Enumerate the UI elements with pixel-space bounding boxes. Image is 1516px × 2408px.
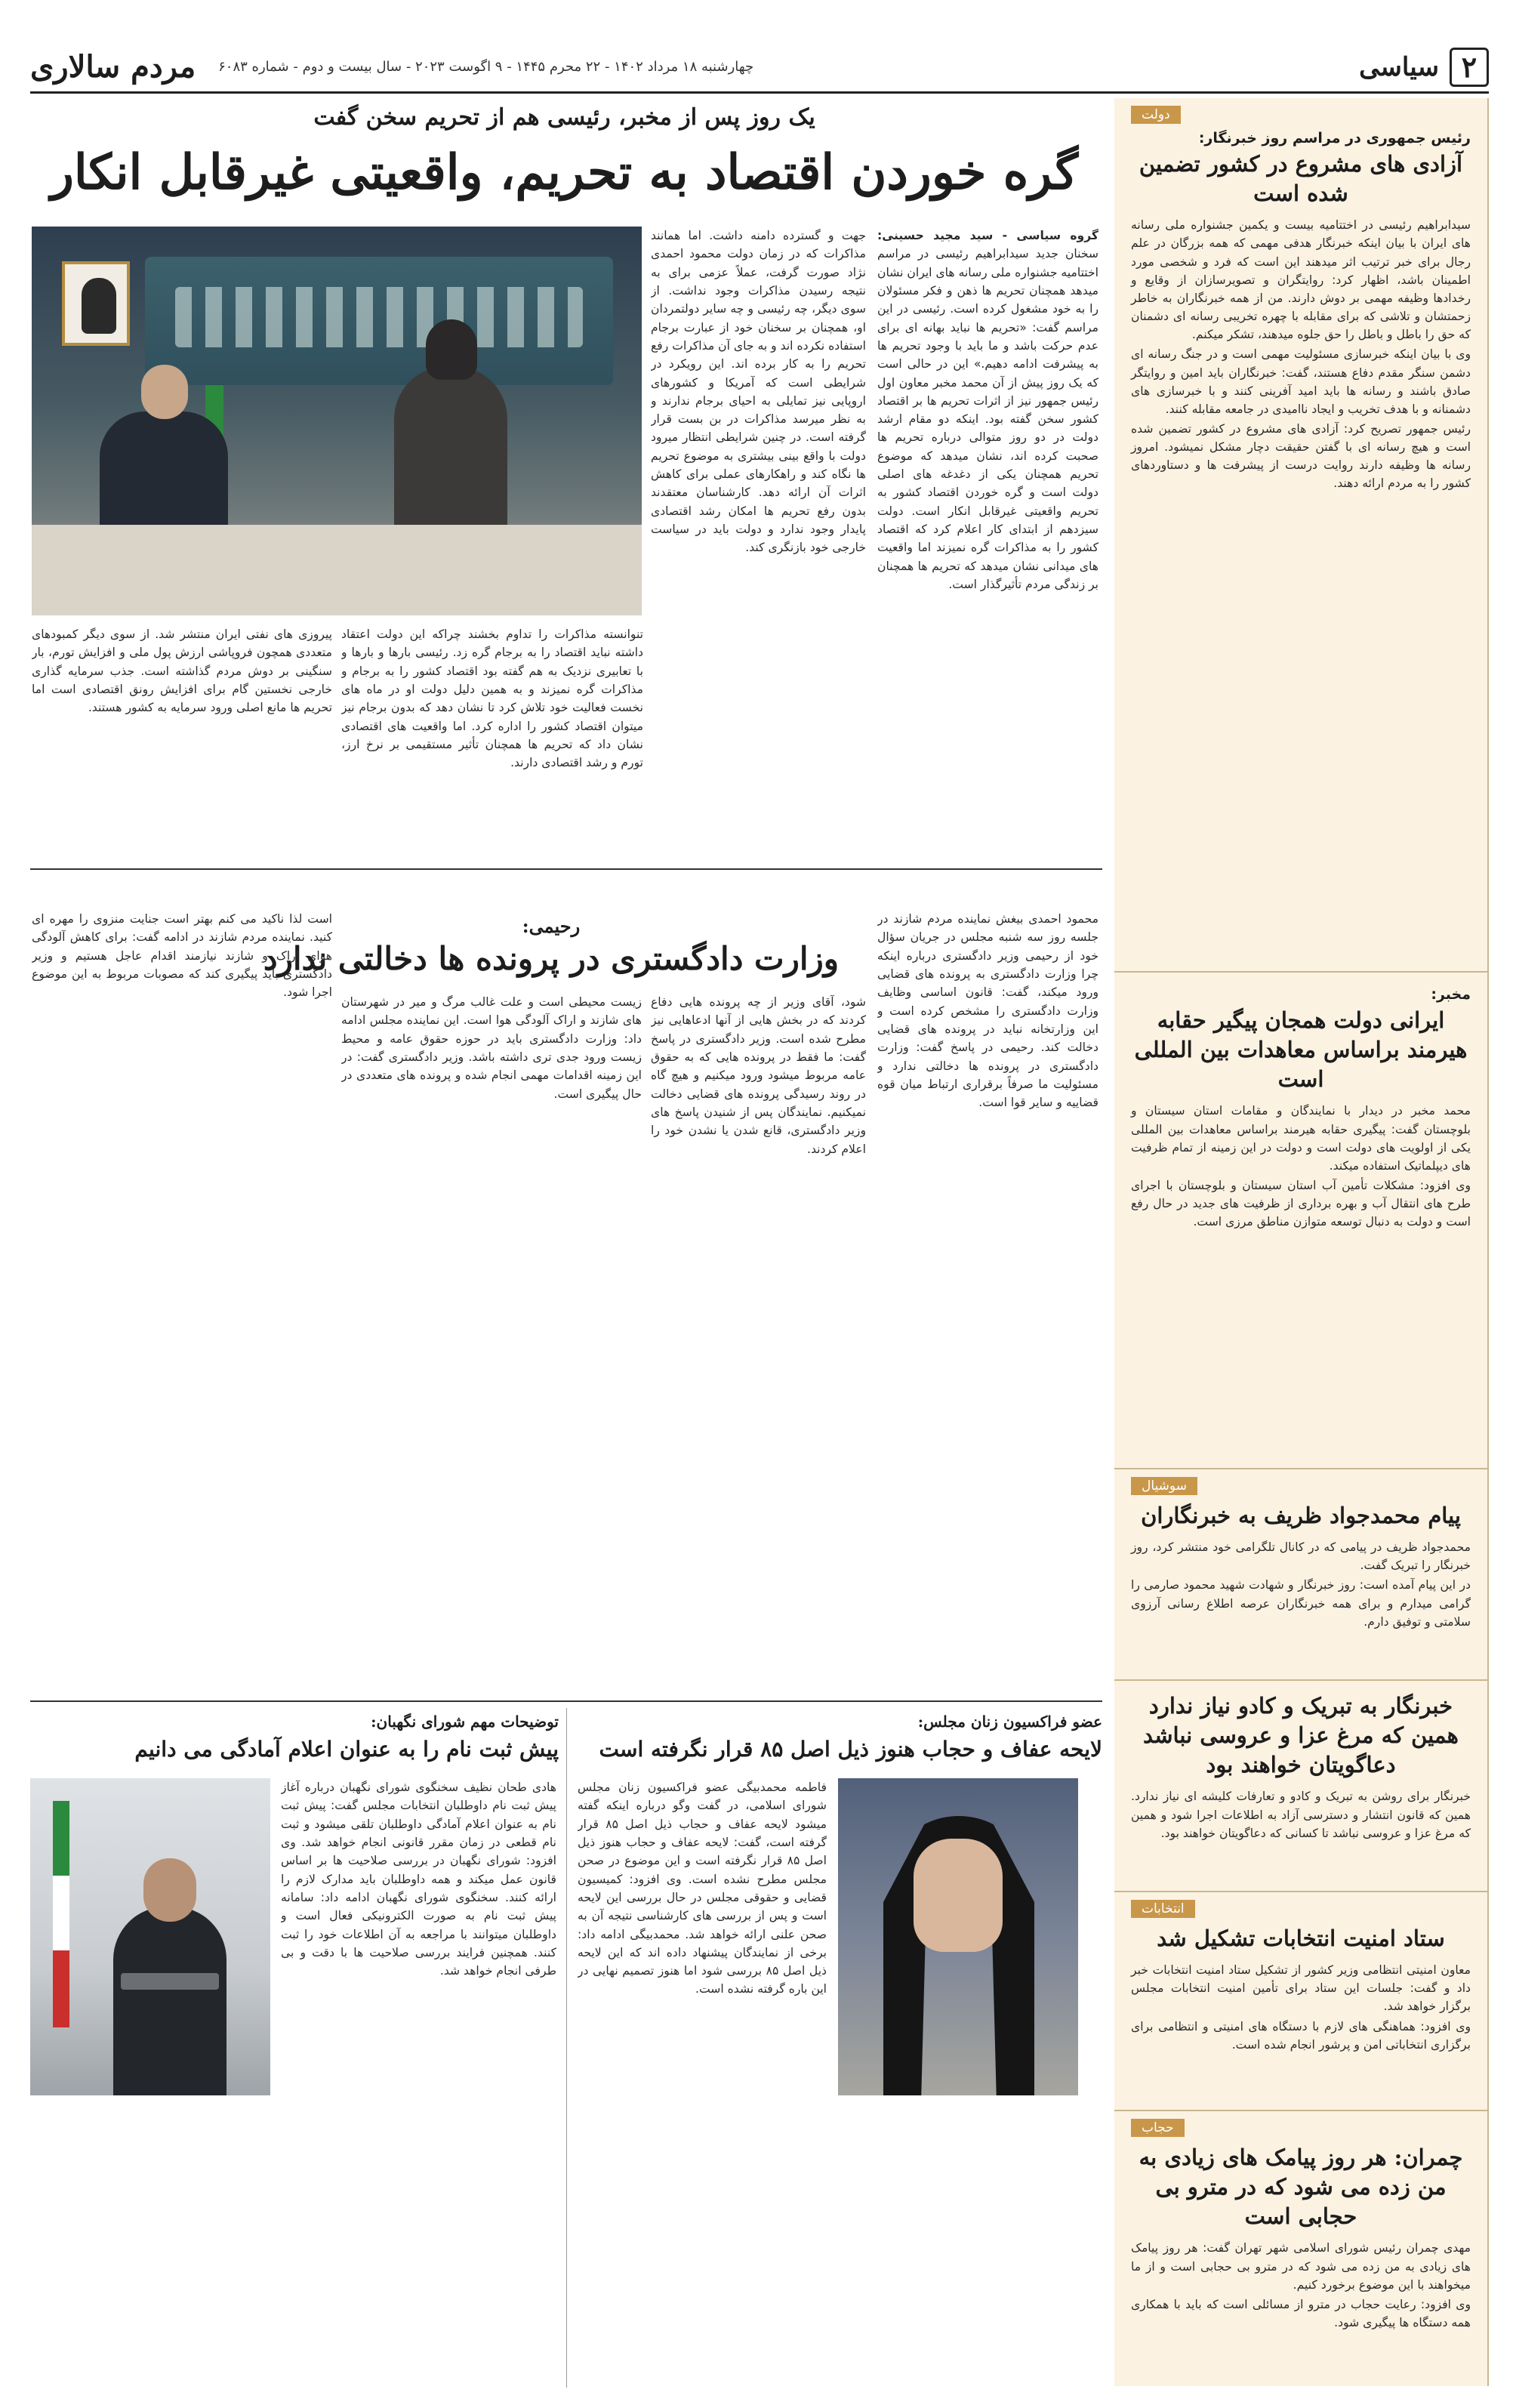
lead-article-header: [30, 104, 1098, 202]
paragraph: وی افزود: رعایت حجاب در مترو از مسائلی است که باید با همکاری همه دستگاه ها پیگیری شود.: [1131, 2297, 1471, 2330]
sidebar-article-body: [1131, 216, 1471, 492]
sidebar-article-body: [1131, 1538, 1471, 1631]
column-text: است لذا ناکید می کنم بهتر است جنایت منزوی را مهره ای کنید. نماینده مردم شازند در ادامه گفت: برای کاهش آلودگی هوای اراک و شازند نیازمند اقدام عاجل هستیم و وزیر دادگستری باید پیگیری کند که مصوبات مربوط به این موضوع اجرا شود.: [32, 912, 332, 1000]
section-label: [1359, 48, 1489, 87]
sidebar-headline: چمران: هر روز پیامک های زیادی به من زده می شود که در مترو بی حجابی است: [1139, 2144, 1463, 2230]
divider: [30, 1700, 1102, 1702]
paragraph: محمدجواد ظریف در پیامی که در کانال تلگرامی خود منتشر کرد، روز خبرنگار را تبریک گفت.: [1131, 1540, 1471, 1573]
lead-headline: گره خوردن اقتصاد به تحریم، واقعیتی غیرقابل انکار: [50, 144, 1079, 201]
sidebar-article-body: [1131, 1787, 1471, 1842]
sidebar-block-social: [1114, 1469, 1487, 1681]
dateline: چهارشنبه ۱۸ مرداد ۱۴۰۲ - ۲۲ محرم ۱۴۴۵ - ۹ اگوست ۲۰۲۳ - سال بیست و دوم - شماره ۶۰۸۳: [218, 59, 754, 75]
iran-flag: [53, 1801, 69, 2027]
column-text: سخنان جدید سیدابراهیم رئیسی در مراسم اختتامیه جشنواره ملی رسانه های ایران نشان میدهد همچنان تحریم ها ذهن و فکر مسئولان را به خود مشغول کرده است. رئیسی در این مراسم گفت: «تحریم ها نباید بهانه ای برای عدم حرکت باشد و ما باید با وجود تحریم ها به پیشرفت ادامه دهیم.» این در حالی است که یک روز پیش از آن محمد مخبر معاون اول رئیس جمهور نیز از اثرات تحریم ها بر اقتصاد کشور سخن گفته بود. اینکه دو مقام ارشد دولت در دو روز متوالی درباره تحریم ها صحبت کرده اند، نشان میدهد که موضوع تحریم همچنان یکی از دغدغه های اصلی دولت است و گره خوردن اقتصاد کشور به تحریم واقعیتی غیرقابل انکار است. دولت سیزدهم از ابتدای کار اعلام کرد که اقتصاد کشور را به مذاکرات گره نمیزند اما واقعیت های میدانی نشان میدهد که تحریم ها همچنان بر زندگی مردم تأثیرگذار است.: [877, 247, 1098, 591]
paragraph: مهدی چمران رئیس شورای اسلامی شهر تهران گفت: هر روز پیامک های زیادی به من زده می شود که در مترو بی حجابی است و از ما میخواهند با این موضوع برخورد کنیم.: [1131, 2241, 1471, 2292]
sidebar-block-government: [1114, 98, 1487, 973]
spokesman-photo: [30, 1778, 270, 2095]
paragraph: سیدابراهیم رئیسی در اختتامیه بیست و یکمین جشنواره ملی رسانه های ایران با بیان اینکه خبرنگار هدفی مهمی که همه بزرگان در علم رجال برای خبر ترتیب اثر میدهند این است که فرد و شخصی مورد اطمینان باشد، اظهار کرد: روایتگران و تصویرسازان از وقایع و رخدادها وظیفه مهمی بر دوش دارند. من از همه خبرنگاران به خاطر زحمتشان و تلاشی که برای مقابله با چهره تخریبی رسانه ای دشمنان که حق را باطل و باطل را حق جلوه میدهند، تشکر میکنم.: [1131, 218, 1471, 342]
lead-column-2: [651, 227, 866, 861]
section4-headline: پیش ثبت نام را به عنوان اعلام آمادگی می دانیم: [134, 1737, 559, 1762]
sidebar-tag: حجاب: [1131, 2119, 1185, 2137]
sidebar-headline: خبرنگار به تبریک و کادو نیاز ندارد همین که مرغ عزا و عروسی نباشد دعاگویتان خواهند بود: [1143, 1693, 1459, 1778]
section2-headline: وزارت دادگستری در پرونده ها دخالتی ندارد: [263, 940, 840, 977]
section2-column-4: [32, 910, 332, 1665]
paragraph: وی افزود: هماهنگی های لازم با دستگاه های امنیتی و انتظامی برای برگزاری انتخاباتی امن و پرشور انجام شده است.: [1131, 2019, 1471, 2052]
sidebar-block-journalists: [1114, 1681, 1487, 1892]
section3-headline: لایحه عفاف و حجاب هنوز ذیل اصل ۸۵ قرار نگرفته است: [599, 1737, 1102, 1762]
section3-kicker: عضو فراکسیون زنان مجلس:: [917, 1713, 1102, 1731]
column-text: پیروزی های نفتی ایران منتشر شد. از سوی دیگر کمبودهای متعددی همچون فروپاشی ارزش پول ملی و افزایش تورم، بار سنگینی بر دوش مردم گذاشته است. جذب سرمایه گذاری خارجی نخستین گام برای افزایش رونق اقتصادی است اما تحریم ها مانع اصلی ورود سرمایه به کشور هستند.: [32, 627, 332, 715]
paragraph: خبرنگار برای روشن به تبریک و کادو و تعارفات کلیشه ای نیاز ندارد. همین که قانون انتشار و دسترسی آزاد به اطلاعات اجرا شود و همین که مرغ عزا و عروسی نباشد تا کسانی که دعاگویتان خواهند بود.: [1131, 1790, 1471, 1840]
column-text: زیست محیطی است و علت غالب مرگ و میر در شهرستان های شازند و اراک آلودگی هوا است. این نماینده مجلس ادامه داد: وزارت دادگستری باید در حوزه حقوق عامه و محیط زیست ورود جدی تری داشته باشد. وزیر دادگستری گفت: در این زمینه اقدامات مهمی انجام شده و پرونده های متعددی در حال پیگیری است.: [341, 995, 642, 1101]
right-sidebar: [1114, 98, 1489, 2386]
section2-kicker: رحیمی:: [522, 915, 581, 937]
sidebar-tag: سوشیال: [1131, 1477, 1197, 1495]
sidebar-block-elections: [1114, 1892, 1487, 2111]
divider: [566, 1708, 567, 2388]
sidebar-kicker: رئیس جمهوری در مراسم روز خبرنگار:: [1198, 130, 1471, 146]
page-number: ۲: [1450, 48, 1489, 87]
paragraph: رئیس جمهور تصریح کرد: آزادی های مشروع در کشور تضمین شده است و هیچ رسانه ای با گفتن حقیقت دچار مشکل نمیشود. امروز رسانه ها وظیفه دارند روایت درست از پیشرفت ها و دستاوردهای کشور را به مردم ارائه دهند.: [1131, 422, 1471, 491]
section2-column-2: [651, 993, 866, 1665]
lead-column-3: [341, 625, 643, 861]
lead-column-4: [32, 625, 332, 861]
lead-kicker: یک روز پس از مخبر، رئیسی هم از تحریم سخن گفت: [313, 104, 815, 131]
paragraph: در این پیام آمده است: روز خبرنگار و شهادت شهید محمود صارمی را گرامی میدارم و برای همه خبرنگاران عرصه اطلاع رسانی آرزوی سلامتی و توفیق دارم.: [1131, 1578, 1471, 1629]
section4-kicker: توضیحات مهم شورای نگهبان:: [371, 1713, 559, 1731]
divider: [30, 868, 1102, 870]
sidebar-kicker: مخبر:: [1431, 986, 1471, 1003]
leader-portrait: [62, 261, 130, 346]
byline: گروه سیاسی - سید مجید حسینی:: [877, 229, 1098, 242]
sidebar-headline: ایرانی دولت همجان پیگیر حقابه هیرمند براساس معاهدات بین المللی است: [1134, 1007, 1468, 1093]
section2-column-1: [877, 910, 1098, 1665]
sidebar-headline: آزادی های مشروع در کشور تضمین شده است: [1139, 151, 1463, 207]
sidebar-block-hijab: [1114, 2111, 1487, 2383]
paragraph: وی افزود: مشکلات تأمین آب استان سیستان و بلوچستان با اجرای طرح های انتقال آب و بهره برداری از ظرفیت های جدید در حال رفع است و دولت به دنبال توسعه متوازن مناطق مرزی است.: [1131, 1179, 1471, 1229]
section2-column-3: [341, 993, 642, 1665]
section4-body: [281, 1778, 556, 2375]
sidebar-article-body: [1131, 1961, 1471, 2054]
portrait-photo: [838, 1778, 1078, 2095]
paragraph: معاون امنیتی انتظامی وزیر کشور از تشکیل ستاد امنیت انتخابات خبر داد و گفت: جلسات این ستاد برای تأمین امنیت انتخابات مجلس برگزار خواهد شد.: [1131, 1963, 1471, 2014]
column-text: شود، آقای وزیر از چه پرونده هایی دفاع کردند که در بخش هایی از آنها ادعاهایی نیز مطرح شده است. وزیر دادگستری در پاسخ گفت: ما فقط در پرونده هایی که به حقوق عامه مربوط میشود ورود میکنیم و هیچ گاه در روند رسیدگی پرونده های قضایی دخالت نمیکنیم. نمایندگان پس از شنیدن پاسخ های وزیر دادگستری، قانع شدن یا نشدن خود را اعلام کردند.: [651, 995, 866, 1156]
column-text: تنوانسته مذاکرات را تداوم بخشند چراکه این دولت اعتقاد داشته نباید اقتصاد را به برجام گره زد. رئیسی بارها و بارها و با تعابیری نزدیک به هم گفته بود اقتصاد کشور را به برجام و مذاکرات گره نمیزند و به همین دلیل دولت او در ماه های نخست فعالیت خود تلاش کرد تا نشان دهد که بدون برجام نیز میتوان اقتصاد کشور را اداره کرد. اما واقعیت های اقتصادی نشان داد که تحریم ها همچنان تأثیر مستقیمی بر نرخ ارز، تورم و رشد اقتصادی دارند.: [341, 627, 643, 770]
sidebar-tag: انتخابات: [1131, 1900, 1195, 1918]
section3-body: [578, 1778, 827, 2375]
lead-column-1: [877, 227, 1098, 861]
lead-photo: [32, 227, 642, 615]
column-text: محمود احمدی بیغش نماینده مردم شازند در جلسه روز سه شنبه مجلس در جریان سؤال خود از رحیمی وزیر دادگستری درباره اینکه چرا وزارت دادگستری به پرونده های قضایی ورود میکند، گفت: قانون اساسی وظایف وزارت دادگستری را مشخص کرده است و این وزارتخانه نباید در پرونده های قضایی دخالت کند. رحیمی در پاسخ گفت: وزارت دادگستری در پرونده ها دخالتی ندارد و مسئولیت ما صرفاً برقراری ارتباط میان قوه قضاییه و سایر قوا است.: [877, 912, 1098, 1110]
sidebar-headline: پیام محمدجواد ظریف به خبرنگاران: [1141, 1503, 1461, 1528]
page-header: [30, 42, 1489, 94]
sidebar-article-body: [1131, 1102, 1471, 1231]
column-text: فاطمه محمدبیگی عضو فراکسیون زنان مجلس شورای اسلامی، در گفت وگو درباره اینکه گفته میشود لایحه عفاف و حجاب ذیل اصل ۸۵ قرار گرفته است، گفت: لایحه عفاف و حجاب هنوز ذیل اصل ۸۵ قرار نگرفته است و این موضوع در صحن مجلس مطرح نشده است. وی افزود: کمیسیون قضایی و حقوقی مجلس در حال بررسی این لایحه است و پس از بررسی های کارشناسی نتیجه آن به صحن علنی ارائه خواهد شد. محمدبیگی ادامه داد: برخی از نمایندگان پیشنهاد داده اند که این لایحه ذیل اصل ۸۵ بررسی شود اما هنوز تصمیم نهایی در این باره گرفته نشده است.: [578, 1781, 827, 1996]
paragraph: وی با بیان اینکه خبرسازی مسئولیت مهمی است و در جنگ رسانه ای دشمن سنگر مقدم دفاع هستند، گفت: خبرنگاران باید امین و روایتگر صادق باشند و رسانه ها باید امید آفرینی کنند و با خبرسازی های دشمنانه و با هدف تخریب و ایجاد ناامیدی در جامعه مقابله کنند.: [1131, 347, 1471, 416]
paragraph: محمد مخبر در دیدار با نمایندگان و مقامات استان سیستان و بلوچستان گفت: پیگیری حقابه هیرمند براساس معاهدات بین المللی یکی از اولویت های دولت است و دولت در این زمینه از تمام ظرفیت های دیپلماتیک استفاده میکند.: [1131, 1104, 1471, 1173]
column-text: هادی طحان نظیف سخنگوی شورای نگهبان درباره آغاز پیش ثبت نام داوطلبان انتخابات مجلس گفت: پیش ثبت نام به عنوان اعلام آمادگی داوطلبان تلقی میشود و ثبت نام قطعی در زمان مقرر قانونی انجام خواهد شد. وی افزود: شورای نگهبان در بررسی صلاحیت ها بر اساس قانون عمل میکند و همه داوطلبان باید مدارک لازم را ارائه کنند. سخنگوی شورای نگهبان ادامه داد: سامانه پیش ثبت نام به صورت الکترونیکی فعال است و داوطلبان میتوانند با مراجعه به آن اطلاعات خود را ثبت کنند. همچنین فرایند بررسی صلاحیت ها با دقت و بی طرفی انجام خواهد شد.: [281, 1781, 556, 1978]
section-title: سیاسی: [1359, 51, 1439, 82]
sidebar-tag: دولت: [1131, 106, 1181, 124]
sidebar-headline: ستاد امنیت انتخابات تشکیل شد: [1157, 1925, 1445, 1951]
newspaper-logo: مردم سالاری: [30, 49, 196, 85]
column-text: جهت و گسترده دامنه داشت. اما همانند مذاکرات که در زمان دولت محمود احمدی نژاد صورت گرفت، عملاً عزمی برای به نتیجه رسیدن مذاکرات وجود نداشت. از سوی دیگر، چه رئیسی و چه سایر دولتمردان او، همچنان بر سخنان خود از عبارت برجام استفاده نکرده اند و به جای آن مذاکرات رفع تحریم را به کار برده اند. این رویکرد در شرایطی است که آمریکا و کشورهای اروپایی نیز تمایلی به احیای برجام ندارند و به نظر میرسد مذاکرات در بن بست قرار گرفته است. در چنین شرایطی انتظار میرود دولت با واقع بینی بیشتری به موضوع تحریم ها نگاه کند و راهکارهای عملی برای کاهش اثرات آن ارائه دهد. کارشناسان معتقدند بدون رفع تحریم ها امکان رشد اقتصادی پایدار وجود ندارد و دولت باید در سیاست خارجی خود بازنگری کند.: [651, 229, 866, 555]
sidebar-block-mokhber: [1114, 973, 1487, 1469]
sidebar-article-body: [1131, 2239, 1471, 2332]
